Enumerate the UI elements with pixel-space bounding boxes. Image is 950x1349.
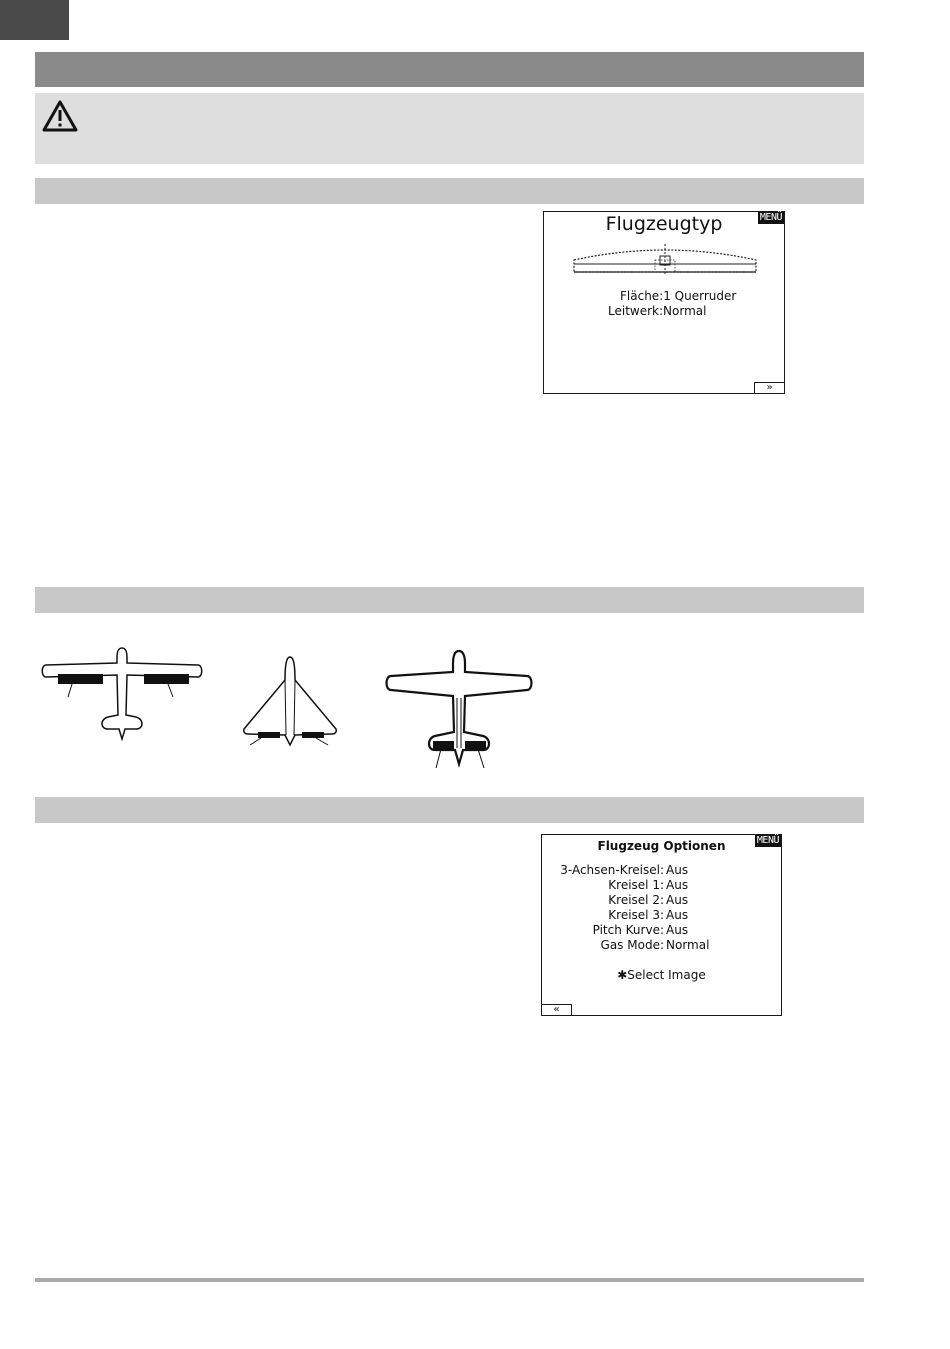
section-bar-optionen	[35, 797, 864, 823]
option-row[interactable]	[542, 908, 781, 923]
option-row[interactable]	[542, 938, 781, 953]
option-value[interactable]: Aus	[666, 923, 689, 937]
warning-box	[35, 93, 864, 164]
delta-wing-aileron-diagram	[243, 655, 343, 747]
page-corner-tab	[0, 0, 69, 40]
screen-title: Flugzeugtyp	[605, 213, 723, 235]
forward-button[interactable]: »	[754, 382, 784, 393]
option-label: 3-Achsen-Kreisel:	[560, 863, 664, 877]
leitwerk-value[interactable]: Normal	[663, 304, 707, 318]
back-button[interactable]: «	[542, 1004, 572, 1015]
chapter-header-bar	[35, 52, 864, 87]
menu-badge[interactable]: MENÜ	[756, 835, 779, 846]
option-label: Kreisel 3:	[608, 908, 664, 922]
option-label: Pitch Kurve:	[592, 923, 664, 937]
menu-badge[interactable]: MENÜ	[759, 212, 782, 223]
flaeche-label: Fläche:	[620, 289, 664, 303]
lcd-screen-flugzeug-optionen	[541, 834, 782, 1016]
option-value[interactable]: Normal	[666, 938, 710, 952]
option-value[interactable]: Aus	[666, 908, 689, 922]
section-bar-flugzeugtyp	[35, 178, 864, 204]
glider-aileron-diagram	[38, 645, 206, 741]
select-image-option[interactable]: ✱Select Image	[617, 968, 706, 982]
option-row[interactable]	[542, 878, 781, 893]
option-row[interactable]	[542, 923, 781, 938]
option-row[interactable]	[542, 863, 781, 878]
wing-preview-icon	[570, 242, 760, 276]
section-bar-querruder	[35, 587, 864, 613]
option-value[interactable]: Aus	[666, 893, 689, 907]
option-value[interactable]: Aus	[666, 863, 689, 877]
option-row[interactable]	[542, 893, 781, 908]
option-label: Gas Mode:	[600, 938, 664, 952]
footer-rule	[35, 1278, 864, 1282]
warning-triangle-icon	[41, 99, 79, 133]
tail-aileron-diagram	[383, 648, 535, 770]
option-label: Kreisel 2:	[608, 893, 664, 907]
flaeche-value[interactable]: 1 Querruder	[663, 289, 737, 303]
leitwerk-label: Leitwerk:	[608, 304, 664, 318]
lcd-screen-flugzeugtyp	[543, 211, 785, 394]
option-label: Kreisel 1:	[608, 878, 664, 892]
option-value[interactable]: Aus	[666, 878, 689, 892]
screen-title: Flugzeug Optionen	[597, 839, 726, 853]
